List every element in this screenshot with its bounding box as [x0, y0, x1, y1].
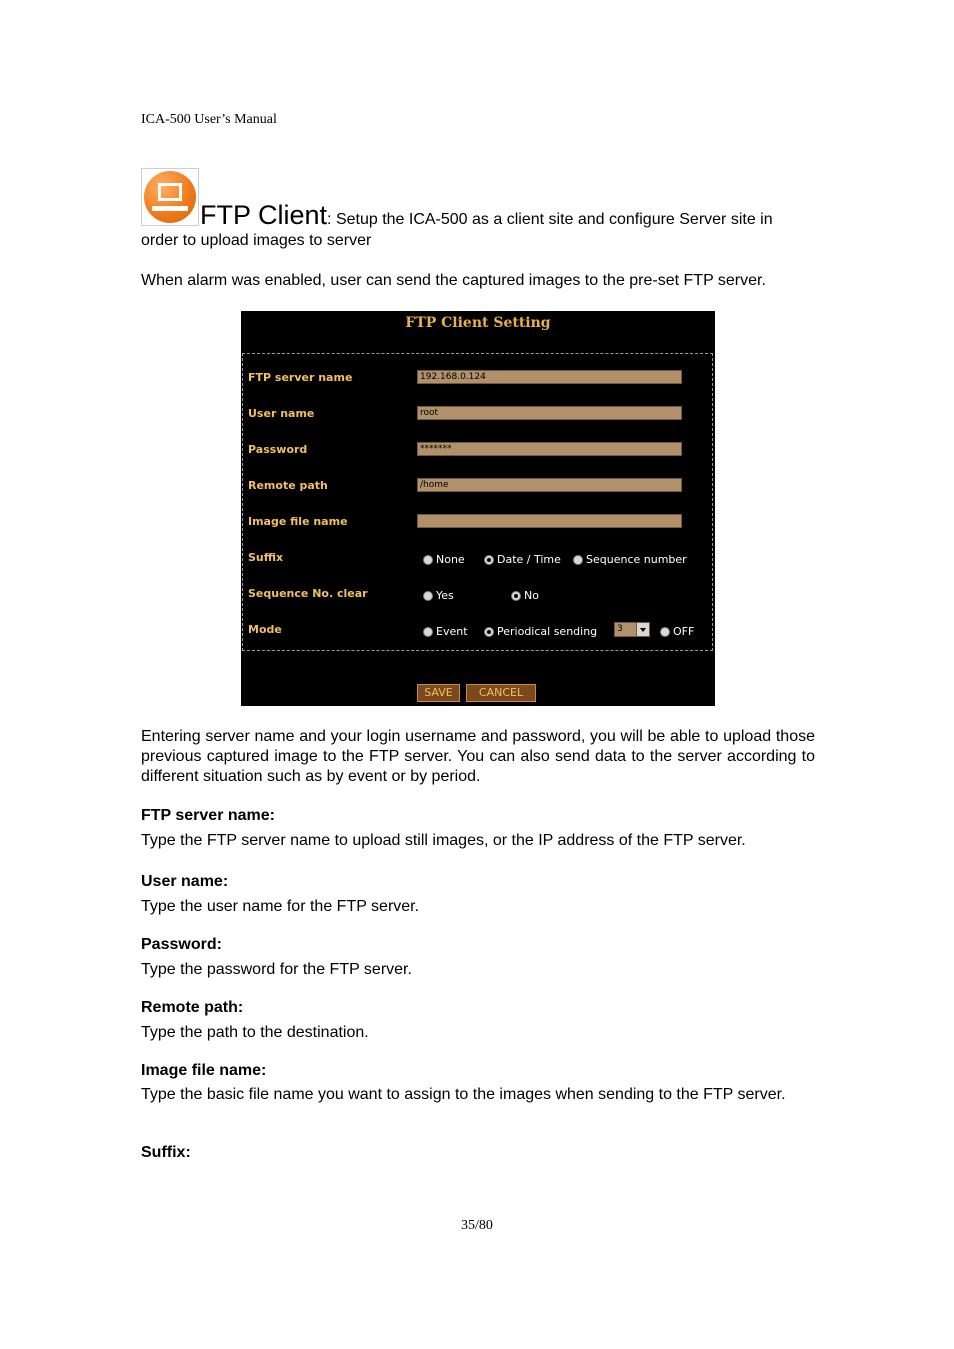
item-text: Type the basic file name you want to assign to the images when sending to the FTP server.: [141, 1086, 786, 1103]
suffix-label: Suffix: [248, 551, 284, 564]
mode-event-option[interactable]: Event: [423, 625, 468, 638]
radio-button[interactable]: [660, 627, 670, 637]
ftp-client-setting-panel: [241, 311, 715, 706]
item-text: Type the password for the FTP server.: [141, 961, 412, 978]
user-name-input[interactable]: root: [417, 406, 682, 420]
suffix-none-option[interactable]: None: [423, 553, 465, 566]
mode-label: Mode: [248, 623, 282, 636]
period-select[interactable]: [614, 622, 650, 637]
sequence-clear-no-option[interactable]: No: [511, 589, 539, 602]
suffix-date-time-option[interactable]: Date / Time: [484, 553, 561, 566]
radio-button[interactable]: [423, 591, 433, 601]
chevron-down-icon[interactable]: [636, 623, 649, 636]
radio-button-checked[interactable]: [484, 627, 494, 637]
sequence-clear-yes-option[interactable]: Yes: [423, 589, 454, 602]
computer-monitor-icon: [141, 168, 199, 226]
radio-button-checked[interactable]: [511, 591, 521, 601]
mode-off-option[interactable]: OFF: [660, 625, 694, 638]
section-title: [200, 200, 773, 235]
radio-button[interactable]: [423, 627, 433, 637]
item-text: Type the user name for the FTP server.: [141, 898, 420, 915]
page-number: 35/80: [461, 1218, 493, 1233]
panel-title: FTP Client Setting: [405, 315, 551, 331]
section-title-text: FTP Client: [200, 200, 328, 230]
item-heading: User name:: [141, 873, 229, 890]
image-file-name-label: Image file name: [248, 515, 348, 528]
item-text: Type the FTP server name to upload still images, or the IP address of the FTP server.: [141, 832, 746, 849]
mode-periodical-option[interactable]: Periodical sending: [484, 625, 597, 638]
radio-button-checked[interactable]: [484, 555, 494, 565]
description-paragraph: Entering server name and your login username and password, you will be able to upload those previous captured image to the FTP server. You can also send data to the server according to different situation such as by event or by period.: [141, 728, 815, 785]
image-file-name-input[interactable]: [417, 514, 682, 528]
save-button[interactable]: SAVE: [417, 684, 460, 702]
ftp-server-name-input[interactable]: 192.168.0.124: [417, 370, 682, 384]
radio-button[interactable]: [573, 555, 583, 565]
page-header: ICA-500 User’s Manual: [141, 112, 277, 127]
ftp-server-name-label: FTP server name: [248, 371, 353, 384]
sequence-clear-label: Sequence No. clear: [248, 587, 368, 600]
period-select-value: 3: [617, 624, 623, 634]
item-heading: Remote path:: [141, 999, 244, 1016]
user-name-label: User name: [248, 407, 315, 420]
item-heading: Suffix:: [141, 1144, 191, 1161]
cancel-button[interactable]: CANCEL: [466, 684, 536, 702]
radio-button[interactable]: [423, 555, 433, 565]
item-text: Type the path to the destination.: [141, 1024, 369, 1041]
item-heading: Image file name:: [141, 1062, 267, 1079]
item-heading: FTP server name:: [141, 807, 275, 824]
intro-paragraph: When alarm was enabled, user can send the captured images to the pre-set FTP server.: [141, 272, 766, 289]
settings-box: [242, 353, 713, 651]
section-subtitle: : Setup the ICA-500 as a client site and configure Server site in: [327, 211, 773, 228]
password-input[interactable]: *******: [417, 442, 682, 456]
section-subtitle-cont: order to upload images to server: [141, 232, 372, 249]
password-label: Password: [248, 443, 308, 456]
remote-path-label: Remote path: [248, 479, 328, 492]
suffix-sequence-number-option[interactable]: Sequence number: [573, 553, 687, 566]
item-heading: Password:: [141, 936, 222, 953]
remote-path-input[interactable]: /home: [417, 478, 682, 492]
